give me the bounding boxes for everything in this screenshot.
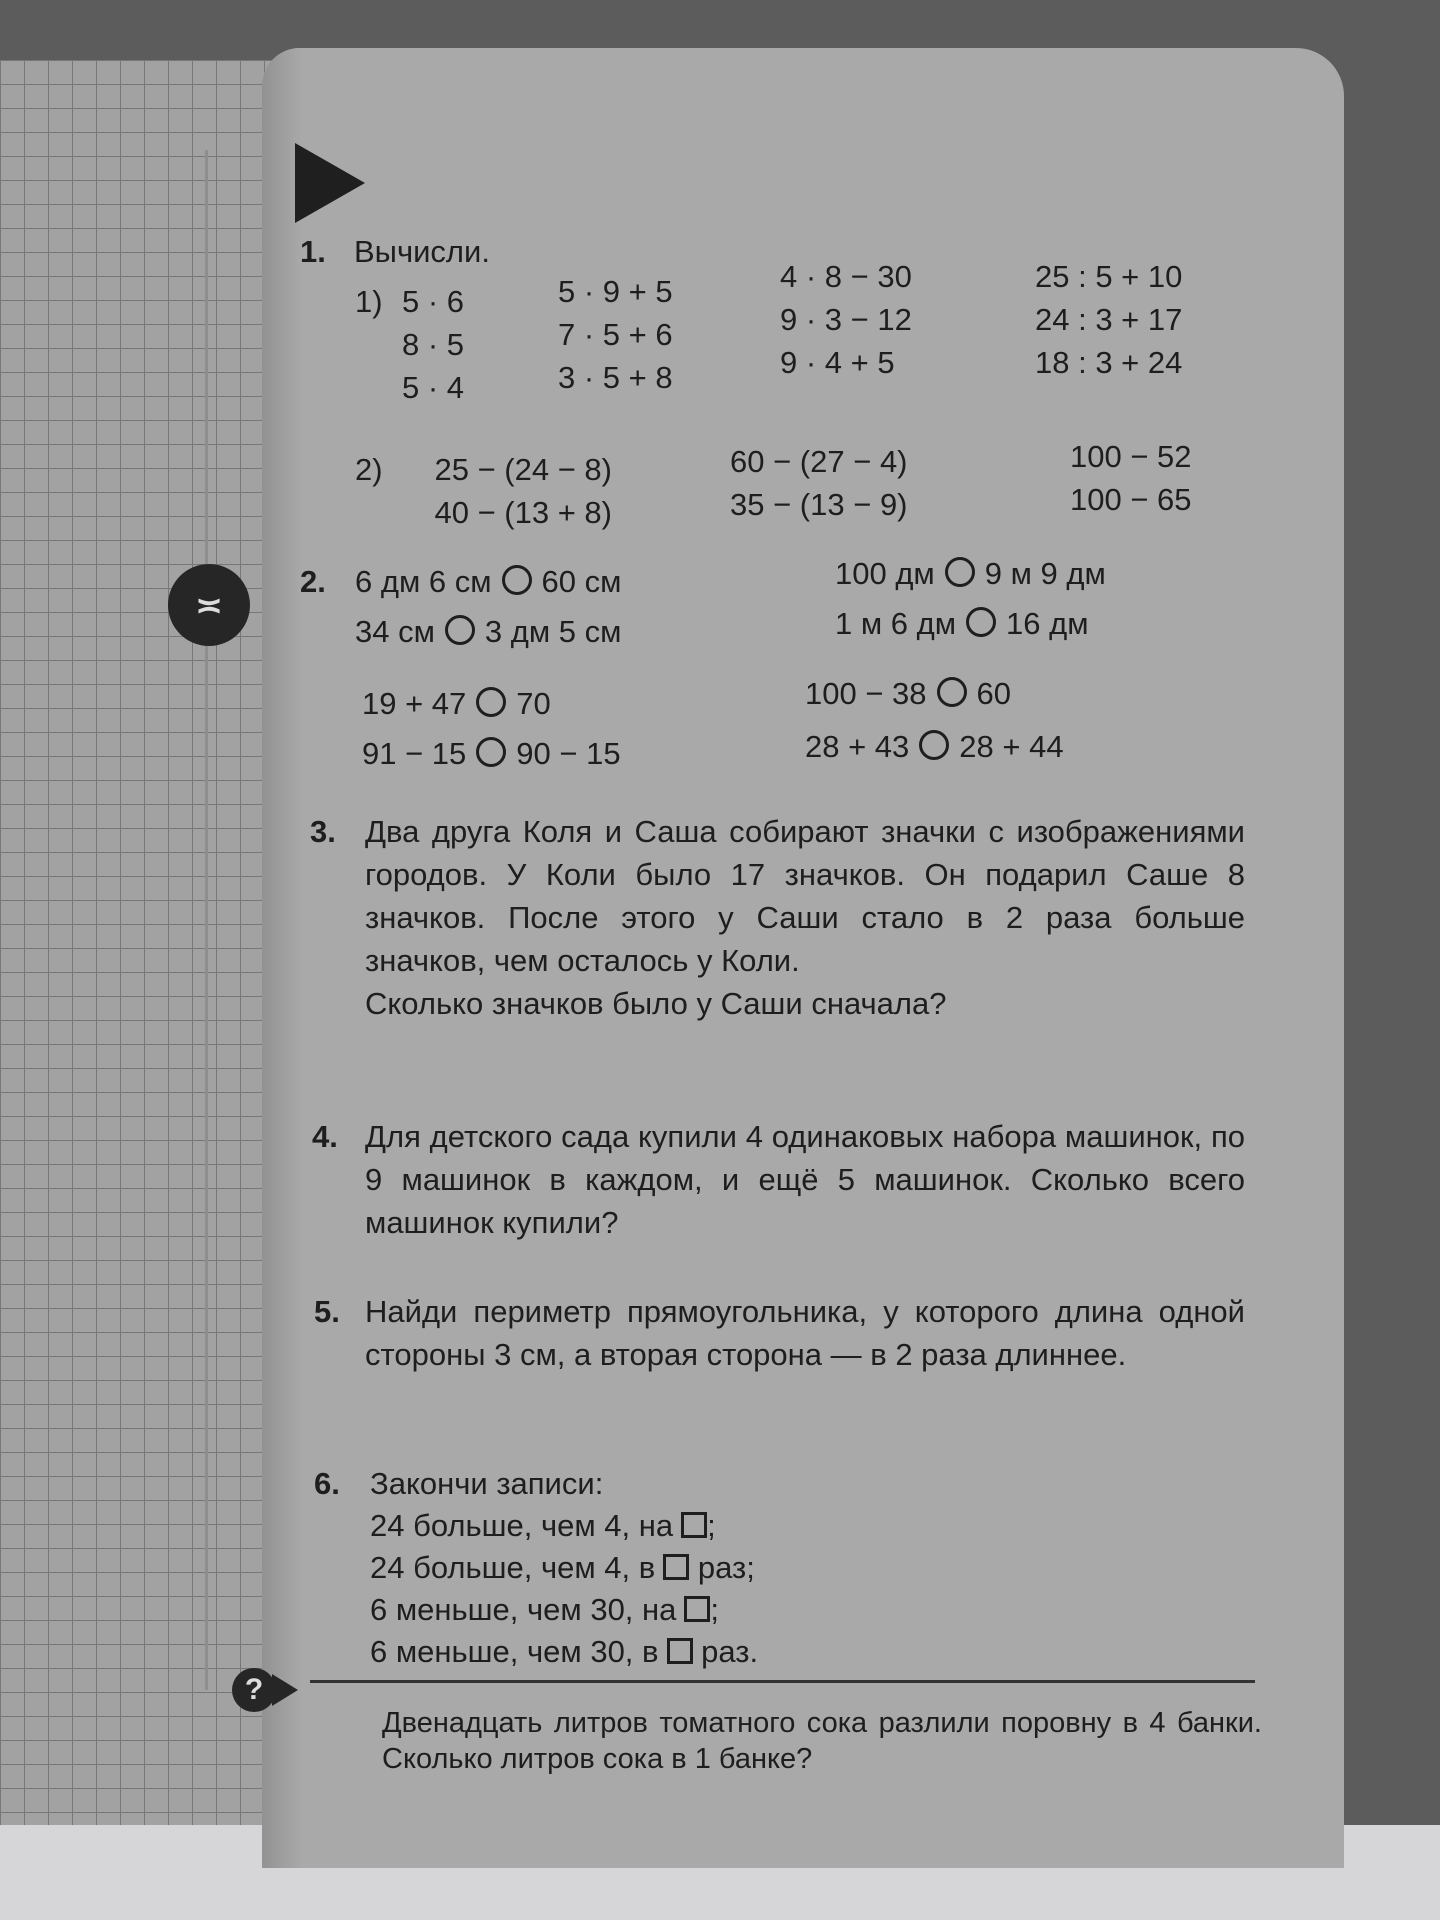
expr-column-5	[402, 448, 612, 534]
expr-column-3	[780, 255, 912, 384]
answer-box[interactable]	[684, 1596, 710, 1622]
fill-in-line: 24 больше, чем 4, в раз;	[370, 1550, 755, 1585]
task-text: Найди периметр прямоугольника, у которого длина одной стороны 3 см, а вторая сторона — в 2 раза длиннее.	[365, 1294, 1245, 1372]
expression: 25 − (24 − 8)	[434, 452, 612, 487]
expression: 24 : 3 + 17	[1035, 302, 1183, 337]
task-number: 4.	[312, 1119, 338, 1154]
riddle-text: Двенадцать литров томатного сока разлили поровну в 4 банки. Сколько литров сока в 1 банке?	[382, 1707, 1262, 1775]
divider	[310, 1680, 1255, 1683]
expression: 25 : 5 + 10	[1035, 259, 1183, 294]
comparison: 6 дм 6 см 60 см	[355, 564, 622, 599]
comparison: 91 − 15 90 − 15	[362, 736, 621, 771]
task-text: Для детского сада купили 4 одинаковых набора машинок, по 9 машинок в каждом, и ещё 5 машинок. Сколько всего машинок купили?	[365, 1119, 1245, 1240]
compare-circle[interactable]	[919, 730, 949, 760]
compare-circle[interactable]	[445, 615, 475, 645]
expr-column-6	[730, 440, 908, 526]
expression: 3 · 5 + 8	[558, 360, 673, 395]
expr-column-1	[402, 280, 464, 409]
expr-column-4	[1035, 255, 1182, 384]
part-label: 2)	[355, 452, 383, 487]
task-title: Закончи записи:	[370, 1466, 604, 1501]
expression: 7 · 5 + 6	[558, 317, 673, 352]
answer-box[interactable]	[663, 1554, 689, 1580]
expression: 5 · 6	[402, 284, 465, 319]
comparison: 28 + 43 28 + 44	[805, 729, 1064, 764]
expression: 5 · 9 + 5	[558, 274, 673, 309]
expression: 40 − (13 + 8)	[434, 495, 612, 530]
expr-column-2	[558, 270, 673, 399]
task-number: 5.	[314, 1294, 340, 1329]
compare-circle[interactable]	[945, 557, 975, 587]
compare-circle[interactable]	[502, 565, 532, 595]
comparison: 100 дм 9 м 9 дм	[835, 556, 1106, 591]
fill-in-line: 6 меньше, чем 30, на ;	[370, 1592, 720, 1627]
compare-circle[interactable]	[476, 737, 506, 767]
comparison: 19 + 47 70	[362, 686, 551, 721]
expression: 35 − (13 − 9)	[730, 487, 908, 522]
task-text: Два друга Коля и Саша собирают значки с изображениями городов. У Коли было 17 значков. Он подарил Саше 8 значков. После этого у Саши стало в 2 раза больше значков, чем осталось у Коли. Сколько значков было у Саши сначала?	[365, 814, 1245, 1021]
compare-circle[interactable]	[476, 687, 506, 717]
notebook-margin	[0, 150, 208, 1690]
comparison: 34 см 3 дм 5 см	[355, 614, 622, 649]
question-mark-icon: ?	[232, 1668, 276, 1712]
task-number: 6.	[314, 1466, 340, 1501]
expression: 100 − 65	[1070, 482, 1192, 517]
answer-box[interactable]	[681, 1512, 707, 1538]
expression: 100 − 52	[1070, 439, 1192, 474]
comparison: 100 − 38 60	[805, 676, 1012, 711]
task-title: Вычисли.	[354, 234, 490, 269]
task-question: Сколько значков было у Саши сначала?	[365, 986, 947, 1021]
compare-icon: ≍	[168, 564, 250, 646]
answer-box[interactable]	[667, 1638, 693, 1664]
expression: 60 − (27 − 4)	[730, 444, 908, 479]
part-label: 1)	[355, 284, 383, 319]
page-fold	[262, 48, 302, 1868]
expression: 8 · 5	[402, 327, 465, 362]
task-number: 2.	[300, 564, 326, 599]
task-number: 1.	[300, 234, 326, 269]
task-number: 3.	[310, 814, 336, 849]
fill-in-line: 6 меньше, чем 30, в раз.	[370, 1634, 759, 1669]
compare-circle[interactable]	[966, 607, 996, 637]
compare-circle[interactable]	[937, 677, 967, 707]
expr-column-7	[1070, 435, 1192, 521]
expression: 9 · 3 − 12	[780, 302, 912, 337]
expression: 9 · 4 + 5	[780, 345, 895, 380]
expression: 5 · 4	[402, 370, 465, 405]
fill-in-line: 24 больше, чем 4, на ;	[370, 1508, 716, 1543]
comparison: 1 м 6 дм 16 дм	[835, 606, 1089, 641]
expression: 4 · 8 − 30	[780, 259, 912, 294]
play-triangle-icon	[295, 143, 365, 223]
expression: 18 : 3 + 24	[1035, 345, 1183, 380]
